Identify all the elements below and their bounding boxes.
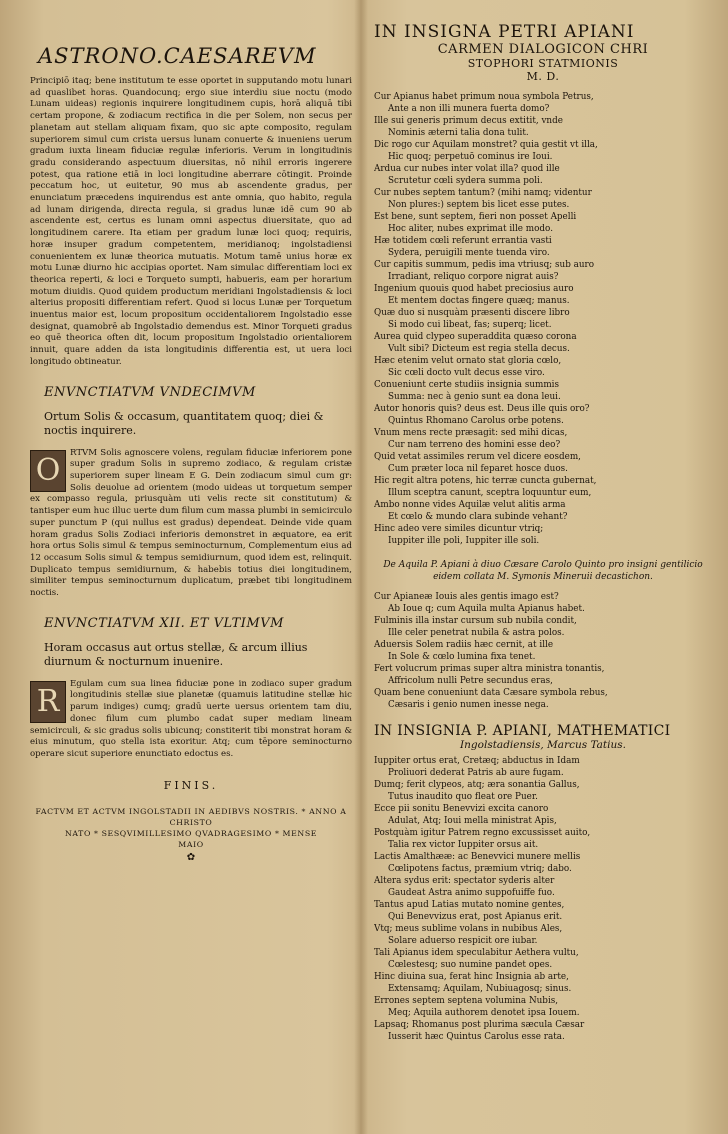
verse-line: Vtq; meus sublime volans in nubibus Ales, (374, 924, 563, 934)
colophon (30, 806, 352, 850)
verse-line: Conueniunt certe studiis insignia summis (374, 380, 560, 390)
verse-line: Cur Apianus habet primum noua symbola Petrus, (374, 92, 594, 102)
verse-line: Lapsaq; Rhomanus post plurima sæcula Cæsar (374, 1020, 585, 1030)
paragraph-block-3 (30, 679, 352, 761)
verse-line: Summa: nec à genio sunt ea dona leui. (388, 392, 561, 402)
right-title-line-2: CARMEN DIALOGICON CHRI (437, 42, 649, 57)
verse-line: Cur nam terreno des homini esse deo? (388, 440, 561, 450)
verse-line: Non plures:) septem bis licet esse putes. (388, 200, 570, 210)
verse-line: Hinc adeo vere similes dicuntur vtriq; (374, 524, 544, 534)
verse-line: Solare aduerso respicit ore iubar. (388, 936, 538, 946)
verse-line: Ante a non illi munera fuerta domo? (388, 104, 550, 114)
verse-line: Est bene, sunt septem, fieri non posset Apelli (374, 212, 577, 222)
verse-line: Cæsaris i genio numen inesse nega. (388, 700, 549, 710)
verse-line: Tantus apud Latias mutato nomine gentes, (374, 900, 565, 910)
verse-line: Vnum mens recte præsagit: sed mihi dicas, (374, 428, 568, 438)
verse-line: Ambo nonne vides Aquilæ velut alitis arma (374, 500, 566, 510)
verse-line: Hæc etenim velut ornato stat gloria cœlo, (374, 356, 562, 366)
verse-line: Proliuori dederat Patris ab aure fugam. (388, 768, 564, 778)
verse-line: In Sole & cœlo lumina fixa tenet. (388, 652, 536, 662)
verse-line: Iusserit hæc Quintus Carolus esse rata. (388, 1032, 565, 1042)
verse-line: Iuppiter ortus erat, Cretæq; abductus in Idam (374, 756, 580, 766)
fleuron-ornament: ✿ (186, 851, 196, 863)
verse-line: Irradiant, reliquo corpore nigrat auis? (388, 272, 559, 282)
lead-enunctiatum-xii: Horam occasus aut ortus stellæ, & arcum illius diurnum & nocturnum inuenire. (44, 640, 308, 668)
verse-line: Quam bene conueniunt data Cæsare symbola rebus, (374, 688, 608, 698)
verse-line: Cœlipotens factus, præmium vtriq; dabo. (388, 864, 572, 874)
verse-line: Cur capitis summum, pedis ima vtriusq; sub auro (374, 260, 595, 270)
poem-decastichon (374, 591, 712, 711)
verse-line: Hic quoq; perpetuō cominus ire Ioui. (388, 152, 553, 162)
verse-line: Hic regit altra potens, hic terræ cuncta gubernat, (374, 476, 597, 486)
verse-line: Aurea quid clypeo superaddita quæso corona (374, 332, 577, 342)
colophon-line: FACTVM ET ACTVM INGOLSTADII IN AEDIBVS NOSTRIS. * ANNO A CHRISTO (35, 806, 347, 827)
page-gutter-shade (354, 0, 368, 1134)
verse-line: Iuppiter ille poli, Iuppiter ille soli. (388, 536, 540, 546)
verse-line: Ab Ioue q; cum Aquila multa Apianus habet. (388, 604, 585, 614)
right-column (374, 0, 712, 1043)
verse-line: Altera sydus erit: spectator syderis alter (374, 876, 555, 886)
decorated-initial-r: R (30, 681, 66, 723)
left-title: ASTRONO.CAESAREVM (38, 44, 317, 68)
verse-line: Quid vetat assimiles rerum vel dicere eosdem, (374, 452, 581, 462)
verse-line: Tutus inaudito quo fleat ore Puer. (388, 792, 538, 802)
verse-line: Cœlestesq; suo numine pandet opes. (388, 960, 553, 970)
verse-line: Dic rogo cur Aquilam monstret? quia gestit vt illa, (374, 140, 598, 150)
verse-line: Extensamq; Aquilam, Nubiuagosq; sinus. (388, 984, 572, 994)
verse-line: Ingenium quouis quod habet preciosius auro (374, 284, 574, 294)
verse-line: Meq; Aquila authorem denotet ipsa Iouem. (388, 1008, 580, 1018)
verse-line: Ille sui generis primum decus extitit, vnde (374, 116, 563, 126)
verse-line: Nominis æterni talia dona tulit. (388, 128, 529, 138)
verse-line: Lactis Amalthææ: ac Benevvici munere mellis (374, 852, 581, 862)
verse-line: Talia rex victor Iuppiter orsus ait. (388, 840, 539, 850)
verse-line: Quæ duo si nusquàm præsenti discere libro (374, 308, 570, 318)
verse-line: Gaudeat Astra animo suppofuiffe fuo. (388, 888, 555, 898)
section-in-insignia-heading: IN INSIGNIA P. APIANI, MATHEMATICI (374, 723, 671, 739)
right-title-line-4: M. D. (526, 70, 560, 83)
right-title-line-1: IN INSIGNA PETRI APIANI (374, 22, 635, 42)
finis-label: FINIS. (163, 778, 219, 792)
verse-line: Autor honoris quis? deus est. Deus ille quis oro? (374, 404, 590, 414)
verse-line: Vult sibi? Dicteum est regia stella decus. (388, 344, 570, 354)
poem-marcus-tatius (374, 755, 712, 1043)
decorated-initial-o: O (30, 450, 66, 492)
section-de-aquila-heading: De Aquila P. Apiani à diuo Cæsare Carolo Quinto pro insigni gentilicio eidem collata M. Symonis Mineruii decastichon. (383, 560, 703, 582)
verse-line: Errones septem septena volumina Nubis, (374, 996, 559, 1006)
verse-line: Aduersis Solem radiis hæc cernit, at ille (374, 640, 554, 650)
heading-enunctiatum-xii: ENVNCTIATVM XII. ET VLTIMVM (44, 615, 284, 631)
verse-line: Ille celer penetrat nubila & astra polos. (388, 628, 565, 638)
verse-line: Ecce pii sonitu Benevvizi excita canoro (374, 804, 549, 814)
verse-line: Sydera, peruigili mente tuenda viro. (388, 248, 550, 258)
verse-line: Et mentem doctas fingere quæq; manus. (388, 296, 570, 306)
verse-line: Cum præter loca nil feparet hosce duos. (388, 464, 568, 474)
verse-line: Dumq; ferit clypeos, atq; æra sonantia Gallus, (374, 780, 580, 790)
left-column (30, 0, 352, 863)
verse-line: Cur nubes septem tantum? (mihi namq; videntur (374, 188, 592, 198)
verse-line: Adulat, Atq; Ioui mella ministrat Apis, (388, 816, 557, 826)
left-paragraph-1: Principiō itaq; bene institutum te esse oportet in supputando motu lunari ad quaslibet horas. Quandocunq; ergo siue interdiu siue noctu (modo Lunam uideas) regionis inquirere longitudinem cupis, horā aliquā tibi certam propone, & zodiacum rectifica in die per Solem, non secus per planetam aut stellam aliquam fixam, quo sic apte composito, regulam superiorem simul cum crista uersus lunam conuerte & inueniens uerum gradum iuxta lineam fiduciæ regulæ inferioris. Verum in longitudinis gradu considerando aspectuum diuersitas, nō nihil erroris ingerere potest, qua ratione etiā in loci longitudine aberrare cōtingit. Proinde peccatum hoc, ut euitetur, 90 mus ab ascendente gradus, per enunciatum præcedens inquirendus est ante omnia, quo habito, regula ad lunam dirigenda, directa regula, si gradus lunæ idē cum 90 ab ascendente est, certus es lunam omni aspectus diuersitate, quo ad longitudinem carere. Ita etiam per gradum lunæ loci quoq; requiris, horæ insuper gradum competentem, meridianoq; ingolstadiensi conuenientem ex lunæ theorica mutuatis. Motum tamē unius horæ ex motu Lunæ diurno hic accipias oportet. Nam simulac differentiam loci ex theorica reperti, & loci e Torqueto sumpti, habueris, eam per horarium motum diuidis. Quod quidem productum meridiani Ingolstadiensis & loci alterius propositi differentiam refert. Quod si locus Lunæ per Torquetum inuentus maior est, locum propositum occidentaliorem Ingolstadio esse designat, quamobrē ab Ingolstadio demendus est. Minor Torqueti gradus eo quē theorica often dit, locum propositum Ingolstadio orientaliorem innuit, quare adden da ista longitudinis differentia est, ut uera loci longitudo obtineatur. (30, 76, 352, 367)
verse-line: Hoc aliter, nubes exprimat ille modo. (388, 224, 553, 234)
verse-line: Quintus Rhomano Carolus orbe potens. (388, 416, 564, 426)
verse-line: Ardua cur nubes inter volat illa? quod ille (374, 164, 560, 174)
verse-line: Qui Benevvizus erat, post Apianus erit. (388, 912, 563, 922)
verse-line: Fulminis illa instar cursum sub nubila condit, (374, 616, 577, 626)
verse-line: Fert volucrum primas super altra ministra tonantis, (374, 664, 605, 674)
left-paragraph-3: Egulam cum sua linea fiduciæ pone in zodiaco super gradum longitudinis stellæ siue planetæ (quamuis latitudine stellæ hic parum indiges) cumq; gradū uerte uersus orientem tam diu, donec filum cum plumbo cadat super mediam lineam semicirculi, & sic gradus solis ubicunq; constiterit tibi monstrat horam & eius minutum, quo stella ista exoritur. Atq; cum tēpore seminocturno operare sicut superiore enunctiato edoctus es. (30, 678, 352, 759)
colophon-line: NATO * SESQVIMILLESIMO QVADRAGESIMO * MENSE (64, 828, 318, 838)
poem-carmen-dialogicon (374, 91, 712, 547)
left-paragraph-2: RTVM Solis agnoscere volens, regulam fiduciæ inferiorem pone super gradum Solis in supremo zodiaco, & regulam cristæ superiorem super lineam E G. Dein zodiacum simul cum gr: Solis deuolue ad orientem (modo uideas ut torquetum semper ex compasso regula, priusquàm uti velis recte sit constitutum) & tantisper eum huc illuc uerte dum filum cum massa plumbi in semicirculo super punctum P (qui nullus est gradus) dependeat. Deinde vide quam horam gradus Solis Zodiaci inferioris demonstret in æquatore, ea erit hora ortus Solis simul & tempus seminocturnum, Complementum eius ad 12 occasum Solis simul & tempus semidiurnum, quod idem est, relinquit. Duplicato tempus semidiurnum, & habebis totius diei longitudinem, similiter tempus seminocturnum duplicatum, præbet tibi longitudinem noctis. (30, 447, 352, 599)
right-title-line-3: STOPHORI STATMIONIS (467, 57, 619, 70)
verse-line: Illum sceptra canunt, sceptra loquuntur eum, (388, 488, 592, 498)
verse-line: Sic cœli docto vult decus esse viro. (388, 368, 545, 378)
paragraph-block-2 (30, 448, 352, 600)
verse-line: Affricolum nulli Petre secundus eras, (388, 676, 553, 686)
verse-line: Si modo cui libeat, fas; superq; licet. (388, 320, 552, 330)
verse-line: Postquàm igitur Patrem regno excussisset auito, (374, 828, 591, 838)
verse-line: Scrutetur cœli sydera summa poli. (388, 176, 543, 186)
section-in-insignia-subheading: Ingolstadiensis, Marcus Tatius. (460, 739, 626, 751)
verse-line: Cur Apianeæ Iouis ales gentis imago est? (374, 592, 559, 602)
verse-line: Et cœlo & mundo clara subinde vehant? (388, 512, 568, 522)
verse-line: Tali Apianus idem speculabitur Aethera vultu, (374, 948, 579, 958)
verse-line: Hinc diuina sua, ferat hinc Insignia ab arte, (374, 972, 569, 982)
lead-enunctiatum-undecimum: Ortum Solis & occasum, quantitatem quoq; diei & noctis inquirere. (44, 409, 324, 437)
colophon-line: MAIO (178, 839, 204, 849)
verse-line: Hæ totidem cœli referunt errantia vasti (374, 236, 552, 246)
heading-enunctiatum-undecimum: ENVNCTIATVM VNDECIMVM (44, 384, 256, 400)
